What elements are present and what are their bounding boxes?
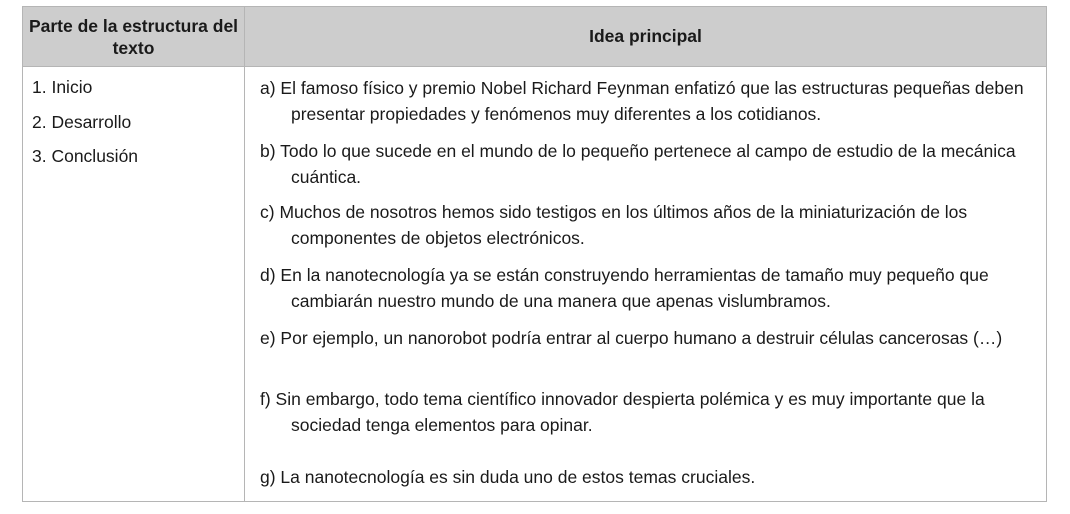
header-part-of-structure: Parte de la estructura del texto — [28, 15, 239, 58]
idea-item-f: f) Sin embargo, todo tema científico innovador despierta polémica y es muy importante que la sociedad tenga elementos para opinar. — [260, 389, 985, 435]
idea-item-e: e) Por ejemplo, un nanorobot podría entrar al cuerpo humano a destruir células cancerosas (…) — [260, 328, 1003, 348]
idea-item-d: d) En la nanotecnología ya se están construyendo herramientas de tamaño muy pequeño que cambiarán nuestro mundo de una manera que apenas vislumbramos. — [260, 265, 989, 311]
idea-item-g: g) La nanotecnología es sin duda uno de estos temas cruciales. — [260, 467, 756, 487]
column-divider — [244, 7, 245, 501]
idea-item-c: c) Muchos de nosotros hemos sido testigos en los últimos años de la miniaturización de los componentes de objetos electrónicos. — [260, 202, 968, 248]
idea-item-a: a) El famoso físico y premio Nobel Richard Feynman enfatizó que las estructuras pequeñas deben presentar propiedades y fenómenos muy diferentes a los cotidianos. — [260, 78, 1024, 124]
idea-item-b: b) Todo lo que sucede en el mundo de lo pequeño pertenece al campo de estudio de la mecánica cuántica. — [260, 141, 1016, 187]
part-item-conclusion: 3. Conclusión — [32, 146, 139, 166]
part-item-desarrollo: 2. Desarrollo — [32, 111, 132, 132]
structure-parts-list — [32, 75, 138, 179]
table-header-row — [23, 7, 1046, 67]
structure-table — [22, 6, 1047, 502]
part-item-inicio: 1. Inicio — [32, 77, 93, 97]
header-main-idea: Idea principal — [589, 26, 702, 46]
